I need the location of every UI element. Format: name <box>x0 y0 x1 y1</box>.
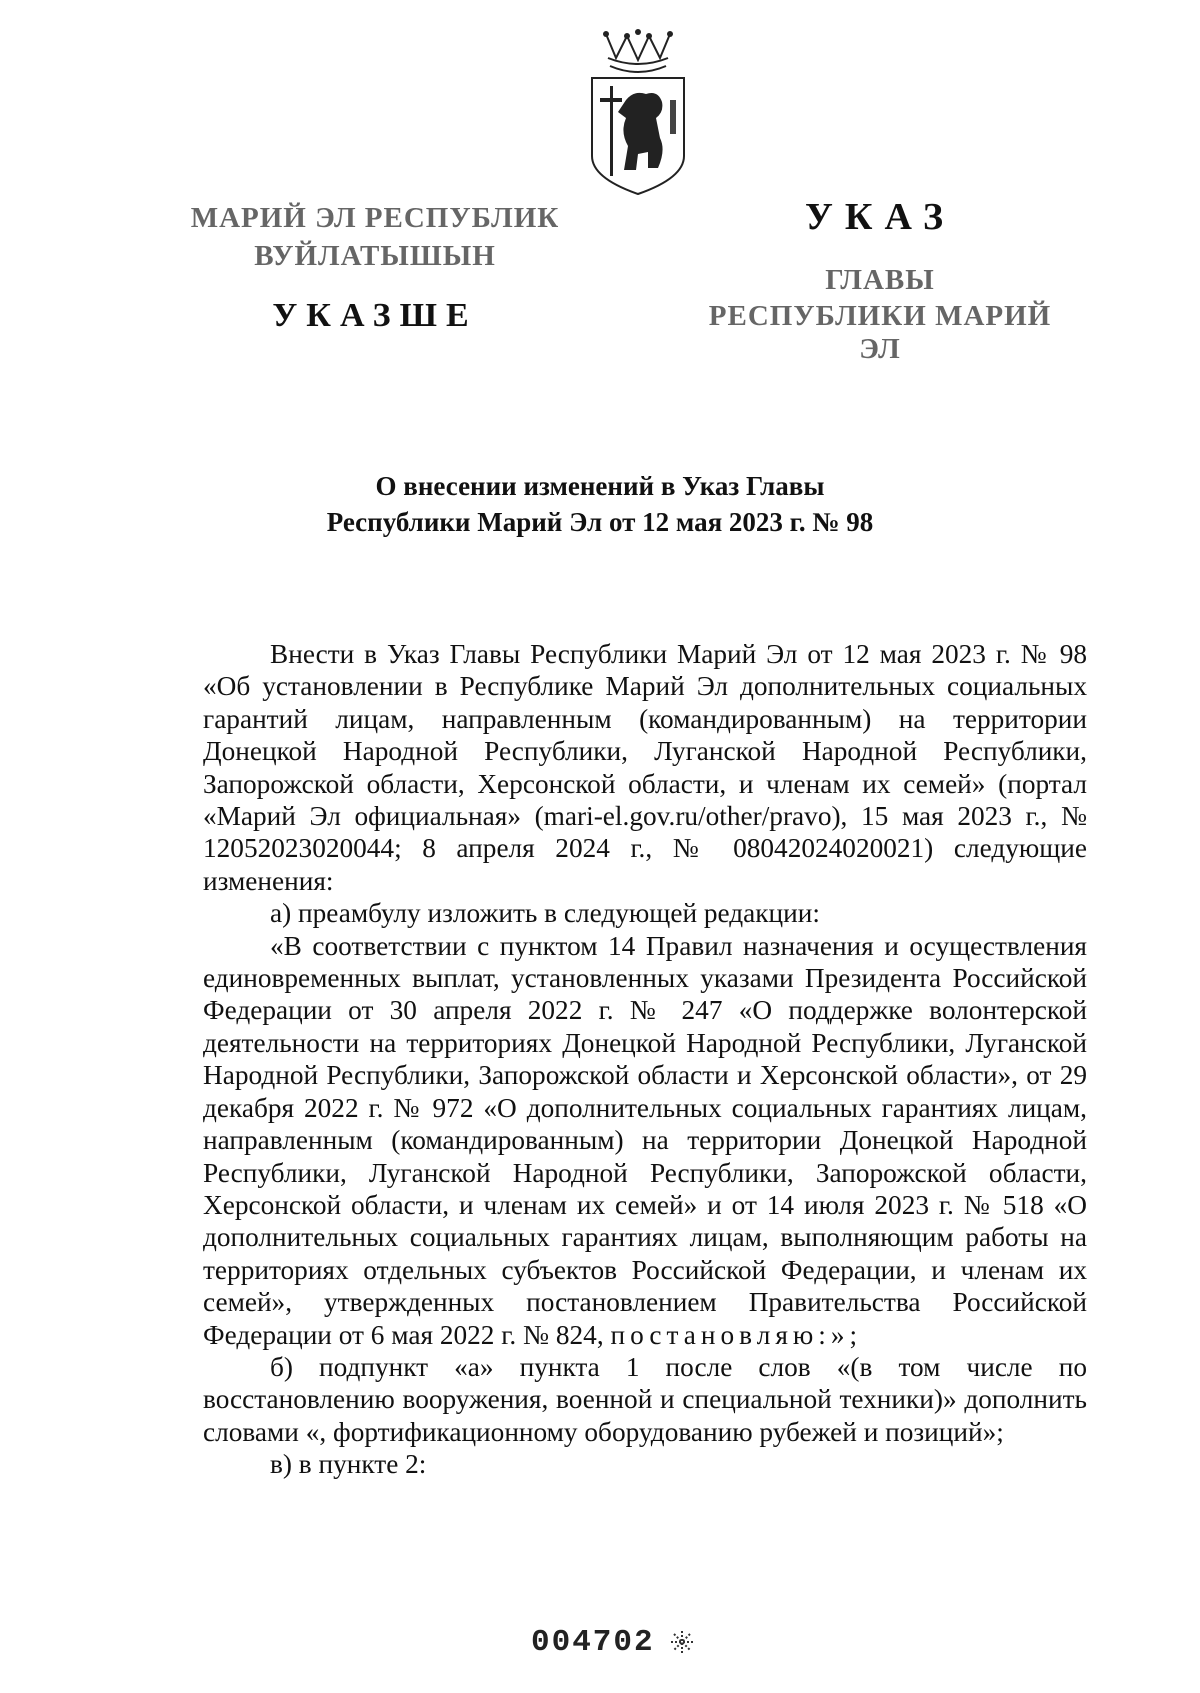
header-left-decree: УКАЗШЕ <box>272 297 478 334</box>
serial-number <box>531 1625 731 1660</box>
header-right-line2: ГЛАВЫ <box>825 264 935 296</box>
paragraph-intro: Внести в Указ Главы Республики Марий Эл от 12 мая 2023 г. № 98 «Об установлении в Республике Марий Эл дополнительных социальных гарантий лицам, направленным (командированным) на территории Донецкой Народной Республики, Луганской Народной Республики, Запорожской области, Херсонской области, и членам их семей» (портал «Марий Эл официальная» (mari-el.gov.ru/other/pravo), 15 мая 2023 г., № 12052023020044; 8 апреля 2024 г., № 08042024020021) следующие изменения: <box>203 639 1087 896</box>
header-right-decree: УКАЗ <box>805 196 955 238</box>
paragraph-b: б) подпункт «а» пункта 1 после слов «(в том числе по восстановлению вооружения, военной и специальной техники)» дополнить словами «, фортификационному оборудованию рубежей и позиций»; <box>203 1351 1087 1447</box>
title-line1: О внесении изменений в Указ Главы <box>375 471 825 501</box>
paragraph-a: а) преамбулу изложить в следующей редакции: <box>270 898 820 929</box>
document-title <box>200 468 1000 540</box>
header-left-line1: МАРИЙ ЭЛ РЕСПУБЛИК <box>190 202 560 234</box>
coat-of-arms-icon <box>586 28 690 198</box>
header-left-line2: ВУЙЛАТЫШЫН <box>254 240 496 272</box>
paragraph-c: в) в пункте 2: <box>270 1449 427 1480</box>
preamble-resolution: постановляю:»; <box>610 1319 863 1350</box>
document-body <box>203 638 1087 1481</box>
title-line2: Республики Марий Эл от 12 мая 2023 г. № 98 <box>326 507 874 537</box>
preamble-text: «В соответствии с пунктом 14 Правил назначения и осуществления единовременных выплат, установленных указами Президента Российской Федерации от 30 апреля 2022 г. № 247 «О поддержке волонтерской деятельности на территориях Донецкой Народной Республики, Луганской Народной Республики, Запорожской области и Херсонской области», от 29 декабря 2022 г. № 972 «О дополнительных социальных гарантиях лицам, направленным (командированным) на территории Донецкой Народной Республики, Луганской Народной Республики, Запорожской области, Херсонской области, и членам их семей» и от 14 июля 2023 г. № 518 «О дополнительных социальных гарантиях лицам, выполняющим работы на территориях отдельных субъектов Российской Федерации, и членам их семей», утвержденных постановлением Правительства Российской Федерации от 6 мая 2022 г. № 824, <box>203 930 1087 1350</box>
asterisk-star-icon <box>669 1629 695 1655</box>
header-right-line3: РЕСПУБЛИКИ МАРИЙ ЭЛ <box>708 300 1052 365</box>
serial-number-text: 004702 <box>531 1625 655 1660</box>
paragraph-preamble <box>203 930 1087 1351</box>
